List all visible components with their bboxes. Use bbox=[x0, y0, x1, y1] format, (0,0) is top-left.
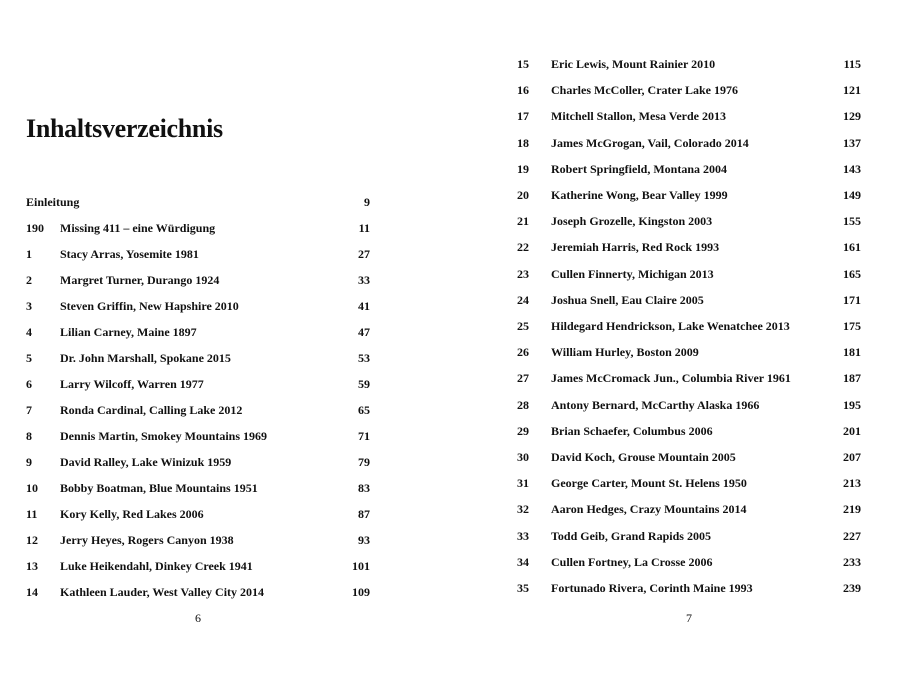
toc-entry bbox=[26, 479, 370, 497]
toc-entry bbox=[517, 396, 861, 414]
toc-entry-label: Katherine Wong, Bear Valley 1999 bbox=[551, 188, 728, 202]
toc-entry-number: 2 bbox=[26, 273, 32, 287]
toc-entry-page: 207 bbox=[843, 450, 861, 464]
toc-entry bbox=[517, 238, 861, 256]
toc-entry-page: 143 bbox=[843, 161, 861, 176]
toc-entry-page: 87 bbox=[358, 507, 370, 521]
toc-entry-label: Jerry Heyes, Rogers Canyon 1938 bbox=[60, 533, 234, 547]
toc-entry bbox=[26, 193, 370, 211]
toc-entry-label: Todd Geib, Grand Rapids 2005 bbox=[551, 528, 711, 543]
toc-entry-number: 25 bbox=[517, 319, 529, 333]
toc-entry-page: 137 bbox=[843, 135, 861, 150]
toc-entry-page: 121 bbox=[843, 83, 861, 98]
right-page bbox=[450, 0, 900, 676]
toc-entry-number: 4 bbox=[26, 325, 32, 339]
toc-entry bbox=[26, 271, 370, 289]
toc-entry bbox=[517, 160, 861, 178]
toc-entry-number: 21 bbox=[517, 214, 529, 229]
toc-entry-page: 165 bbox=[843, 266, 861, 281]
toc-entry-label: Dennis Martin, Smokey Mountains 1969 bbox=[60, 429, 268, 443]
toc-entry-label: Eric Lewis, Mount Rainier 2010 bbox=[551, 57, 716, 71]
toc-entry-number: 32 bbox=[517, 502, 529, 517]
toc-entry-number: 6 bbox=[26, 377, 32, 391]
toc-entry-number: 9 bbox=[26, 455, 32, 469]
toc-entry-label: Antony Bernard, McCarthy Alaska 1966 bbox=[551, 397, 760, 412]
toc-entry bbox=[26, 349, 370, 367]
toc-entry-label: Dr. John Marshall, Spokane 2015 bbox=[60, 351, 231, 365]
toc-entry-number: 24 bbox=[517, 292, 529, 307]
toc-entry-label: Brian Schaefer, Columbus 2006 bbox=[551, 423, 713, 438]
toc-entry-label: Cullen Fortney, La Crosse 2006 bbox=[551, 554, 713, 569]
toc-entry bbox=[517, 317, 861, 335]
toc-entry-number: 35 bbox=[517, 581, 529, 595]
toc-entry bbox=[517, 500, 861, 518]
toc-entry-number: 28 bbox=[517, 397, 529, 412]
toc-entry-label: Bobby Boatman, Blue Mountains 1951 bbox=[60, 481, 258, 495]
toc-entry-number: 7 bbox=[26, 403, 32, 417]
toc-entry bbox=[517, 265, 861, 283]
toc-entry-page: 155 bbox=[843, 214, 861, 229]
toc-entry-label: Aaron Hedges, Crazy Mountains 2014 bbox=[551, 502, 747, 517]
toc-entry-label: Kory Kelly, Red Lakes 2006 bbox=[60, 507, 204, 521]
toc-entry-label: Fortunado Rivera, Corinth Maine 1993 bbox=[551, 581, 753, 595]
toc-entry-number: 27 bbox=[517, 371, 529, 386]
toc-entry-page: 161 bbox=[843, 240, 861, 255]
toc-entry-page: 195 bbox=[843, 397, 861, 412]
toc-entry-page: 219 bbox=[843, 502, 861, 517]
toc-entry bbox=[517, 422, 861, 440]
toc-entry-label: Hildegard Hendrickson, Lake Wenatchee 2013 bbox=[551, 319, 790, 333]
toc-entry bbox=[26, 323, 370, 341]
toc-entry-label: Ronda Cardinal, Calling Lake 2012 bbox=[60, 403, 243, 417]
toc-entry bbox=[26, 297, 370, 315]
toc-entry-number: 30 bbox=[517, 450, 529, 464]
toc-entry bbox=[26, 219, 370, 237]
toc-entry-number: 5 bbox=[26, 351, 32, 365]
toc-entry-number: 14 bbox=[26, 585, 38, 599]
toc-entry bbox=[26, 401, 370, 419]
toc-entry-label: Lilian Carney, Maine 1897 bbox=[60, 325, 197, 339]
toc-entry-label: Joshua Snell, Eau Claire 2005 bbox=[551, 292, 704, 307]
toc-entry-number: 10 bbox=[26, 481, 38, 495]
toc-entry-page: 101 bbox=[352, 559, 370, 573]
toc-entry bbox=[517, 107, 861, 125]
toc-entry-page: 9 bbox=[364, 195, 370, 209]
toc-entry-label: Robert Springfield, Montana 2004 bbox=[551, 161, 728, 176]
toc-entry bbox=[26, 531, 370, 549]
toc-entry-label: William Hurley, Boston 2009 bbox=[551, 345, 699, 360]
toc-entry-number: 33 bbox=[517, 528, 529, 543]
toc-entry-page: 181 bbox=[843, 345, 861, 360]
toc-entry-page: 109 bbox=[352, 585, 370, 599]
toc-entry bbox=[517, 81, 861, 99]
toc-entry-number: 16 bbox=[517, 83, 529, 98]
toc-entry-label: James McGrogan, Vail, Colorado 2014 bbox=[551, 135, 749, 150]
toc-entry-page: 79 bbox=[358, 455, 370, 469]
toc-entry-page: 201 bbox=[843, 423, 861, 438]
toc-entry bbox=[517, 448, 861, 466]
toc-entry-label: Larry Wilcoff, Warren 1977 bbox=[60, 377, 204, 391]
toc-entry-page: 171 bbox=[843, 292, 861, 307]
toc-entry bbox=[517, 343, 861, 361]
toc-entry-page: 239 bbox=[843, 581, 861, 595]
toc-entry bbox=[517, 474, 861, 492]
toc-entry-label: Margret Turner, Durango 1924 bbox=[60, 273, 220, 287]
right-page-number: 7 bbox=[686, 611, 692, 625]
toc-entry-label: David Ralley, Lake Winizuk 1959 bbox=[60, 455, 232, 469]
toc-entry-page: 53 bbox=[358, 351, 370, 365]
toc-entry-label: Steven Griffin, New Hapshire 2010 bbox=[60, 299, 239, 313]
toc-entry-page: 187 bbox=[843, 371, 861, 386]
toc-entry bbox=[517, 553, 861, 571]
toc-entry-number: 17 bbox=[517, 109, 529, 124]
toc-entry-page: 149 bbox=[843, 188, 861, 202]
toc-entry-label: Joseph Grozelle, Kingston 2003 bbox=[551, 214, 713, 229]
toc-entry-label: Stacy Arras, Yosemite 1981 bbox=[60, 247, 199, 261]
toc-entry-number: 1 bbox=[26, 247, 32, 261]
toc-entry-label: Mitchell Stallon, Mesa Verde 2013 bbox=[551, 109, 726, 124]
toc-entry-page: 11 bbox=[358, 221, 370, 235]
toc-entry-page: 83 bbox=[358, 481, 370, 495]
toc-entry-number: 8 bbox=[26, 429, 32, 443]
toc-entry-number: 13 bbox=[26, 559, 38, 573]
toc-entry bbox=[517, 134, 861, 152]
toc-entry-page: 59 bbox=[358, 377, 370, 391]
toc-entry-page: 93 bbox=[358, 533, 370, 547]
toc-entry bbox=[517, 291, 861, 309]
toc-entry-number: 26 bbox=[517, 345, 529, 360]
toc-entry-page: 47 bbox=[358, 325, 370, 339]
toc-entry-label: Missing 411 – eine Würdigung bbox=[60, 221, 216, 235]
toc-entry-label: George Carter, Mount St. Helens 1950 bbox=[551, 476, 747, 491]
toc-entry-number: 18 bbox=[517, 135, 529, 150]
toc-entry bbox=[26, 583, 370, 601]
toc-entry-label: Charles McColler, Crater Lake 1976 bbox=[551, 83, 738, 98]
toc-entry-page: 175 bbox=[843, 319, 861, 333]
toc-entry bbox=[26, 245, 370, 263]
toc-entry-number: 11 bbox=[26, 507, 38, 521]
toc-entry-label: Luke Heikendahl, Dinkey Creek 1941 bbox=[60, 559, 253, 573]
toc-title: Inhaltsverzeichnis bbox=[26, 114, 223, 143]
toc-entry-label: Kathleen Lauder, West Valley City 2014 bbox=[60, 585, 265, 599]
toc-entry-label: James McCromack Jun., Columbia River 1961 bbox=[551, 371, 791, 386]
toc-entry-label: Einleitung bbox=[26, 195, 80, 209]
toc-entry-number: 23 bbox=[517, 266, 529, 281]
toc-entry bbox=[517, 186, 861, 204]
toc-entry-label: Cullen Finnerty, Michigan 2013 bbox=[551, 266, 714, 281]
toc-entry bbox=[26, 505, 370, 523]
toc-entry-page: 27 bbox=[358, 247, 370, 261]
toc-entry-number: 34 bbox=[517, 554, 529, 569]
toc-entry-label: David Koch, Grouse Mountain 2005 bbox=[551, 450, 736, 464]
toc-entry-label: Jeremiah Harris, Red Rock 1993 bbox=[551, 240, 720, 255]
toc-entry-page: 129 bbox=[843, 109, 861, 124]
toc-entry-number: 15 bbox=[517, 57, 529, 71]
left-page-number: 6 bbox=[195, 611, 201, 625]
toc-entry-number: 12 bbox=[26, 533, 38, 547]
toc-entry-page: 233 bbox=[843, 554, 861, 569]
toc-entry bbox=[26, 427, 370, 445]
toc-entry bbox=[517, 212, 861, 230]
toc-entry-number: 31 bbox=[517, 476, 529, 491]
toc-entry-number: 190 bbox=[26, 221, 44, 235]
toc-entry-number: 29 bbox=[517, 423, 529, 438]
toc-entry bbox=[26, 453, 370, 471]
toc-entry-page: 33 bbox=[358, 273, 370, 287]
toc-entry bbox=[517, 55, 861, 73]
toc-entry bbox=[517, 527, 861, 545]
toc-entry-number: 19 bbox=[517, 161, 529, 176]
toc-entry bbox=[517, 579, 861, 597]
toc-entry-page: 115 bbox=[843, 57, 861, 71]
toc-entry-page: 227 bbox=[843, 528, 861, 543]
toc-entry-page: 65 bbox=[358, 403, 370, 417]
toc-entry bbox=[26, 375, 370, 393]
toc-entry-page: 71 bbox=[358, 429, 370, 443]
toc-entry-number: 22 bbox=[517, 240, 529, 255]
toc-entry bbox=[26, 557, 370, 575]
toc-entry-number: 3 bbox=[26, 299, 32, 313]
toc-entry-page: 213 bbox=[843, 476, 861, 491]
toc-entry-page: 41 bbox=[358, 299, 370, 313]
toc-entry bbox=[517, 369, 861, 387]
toc-entry-number: 20 bbox=[517, 188, 529, 202]
